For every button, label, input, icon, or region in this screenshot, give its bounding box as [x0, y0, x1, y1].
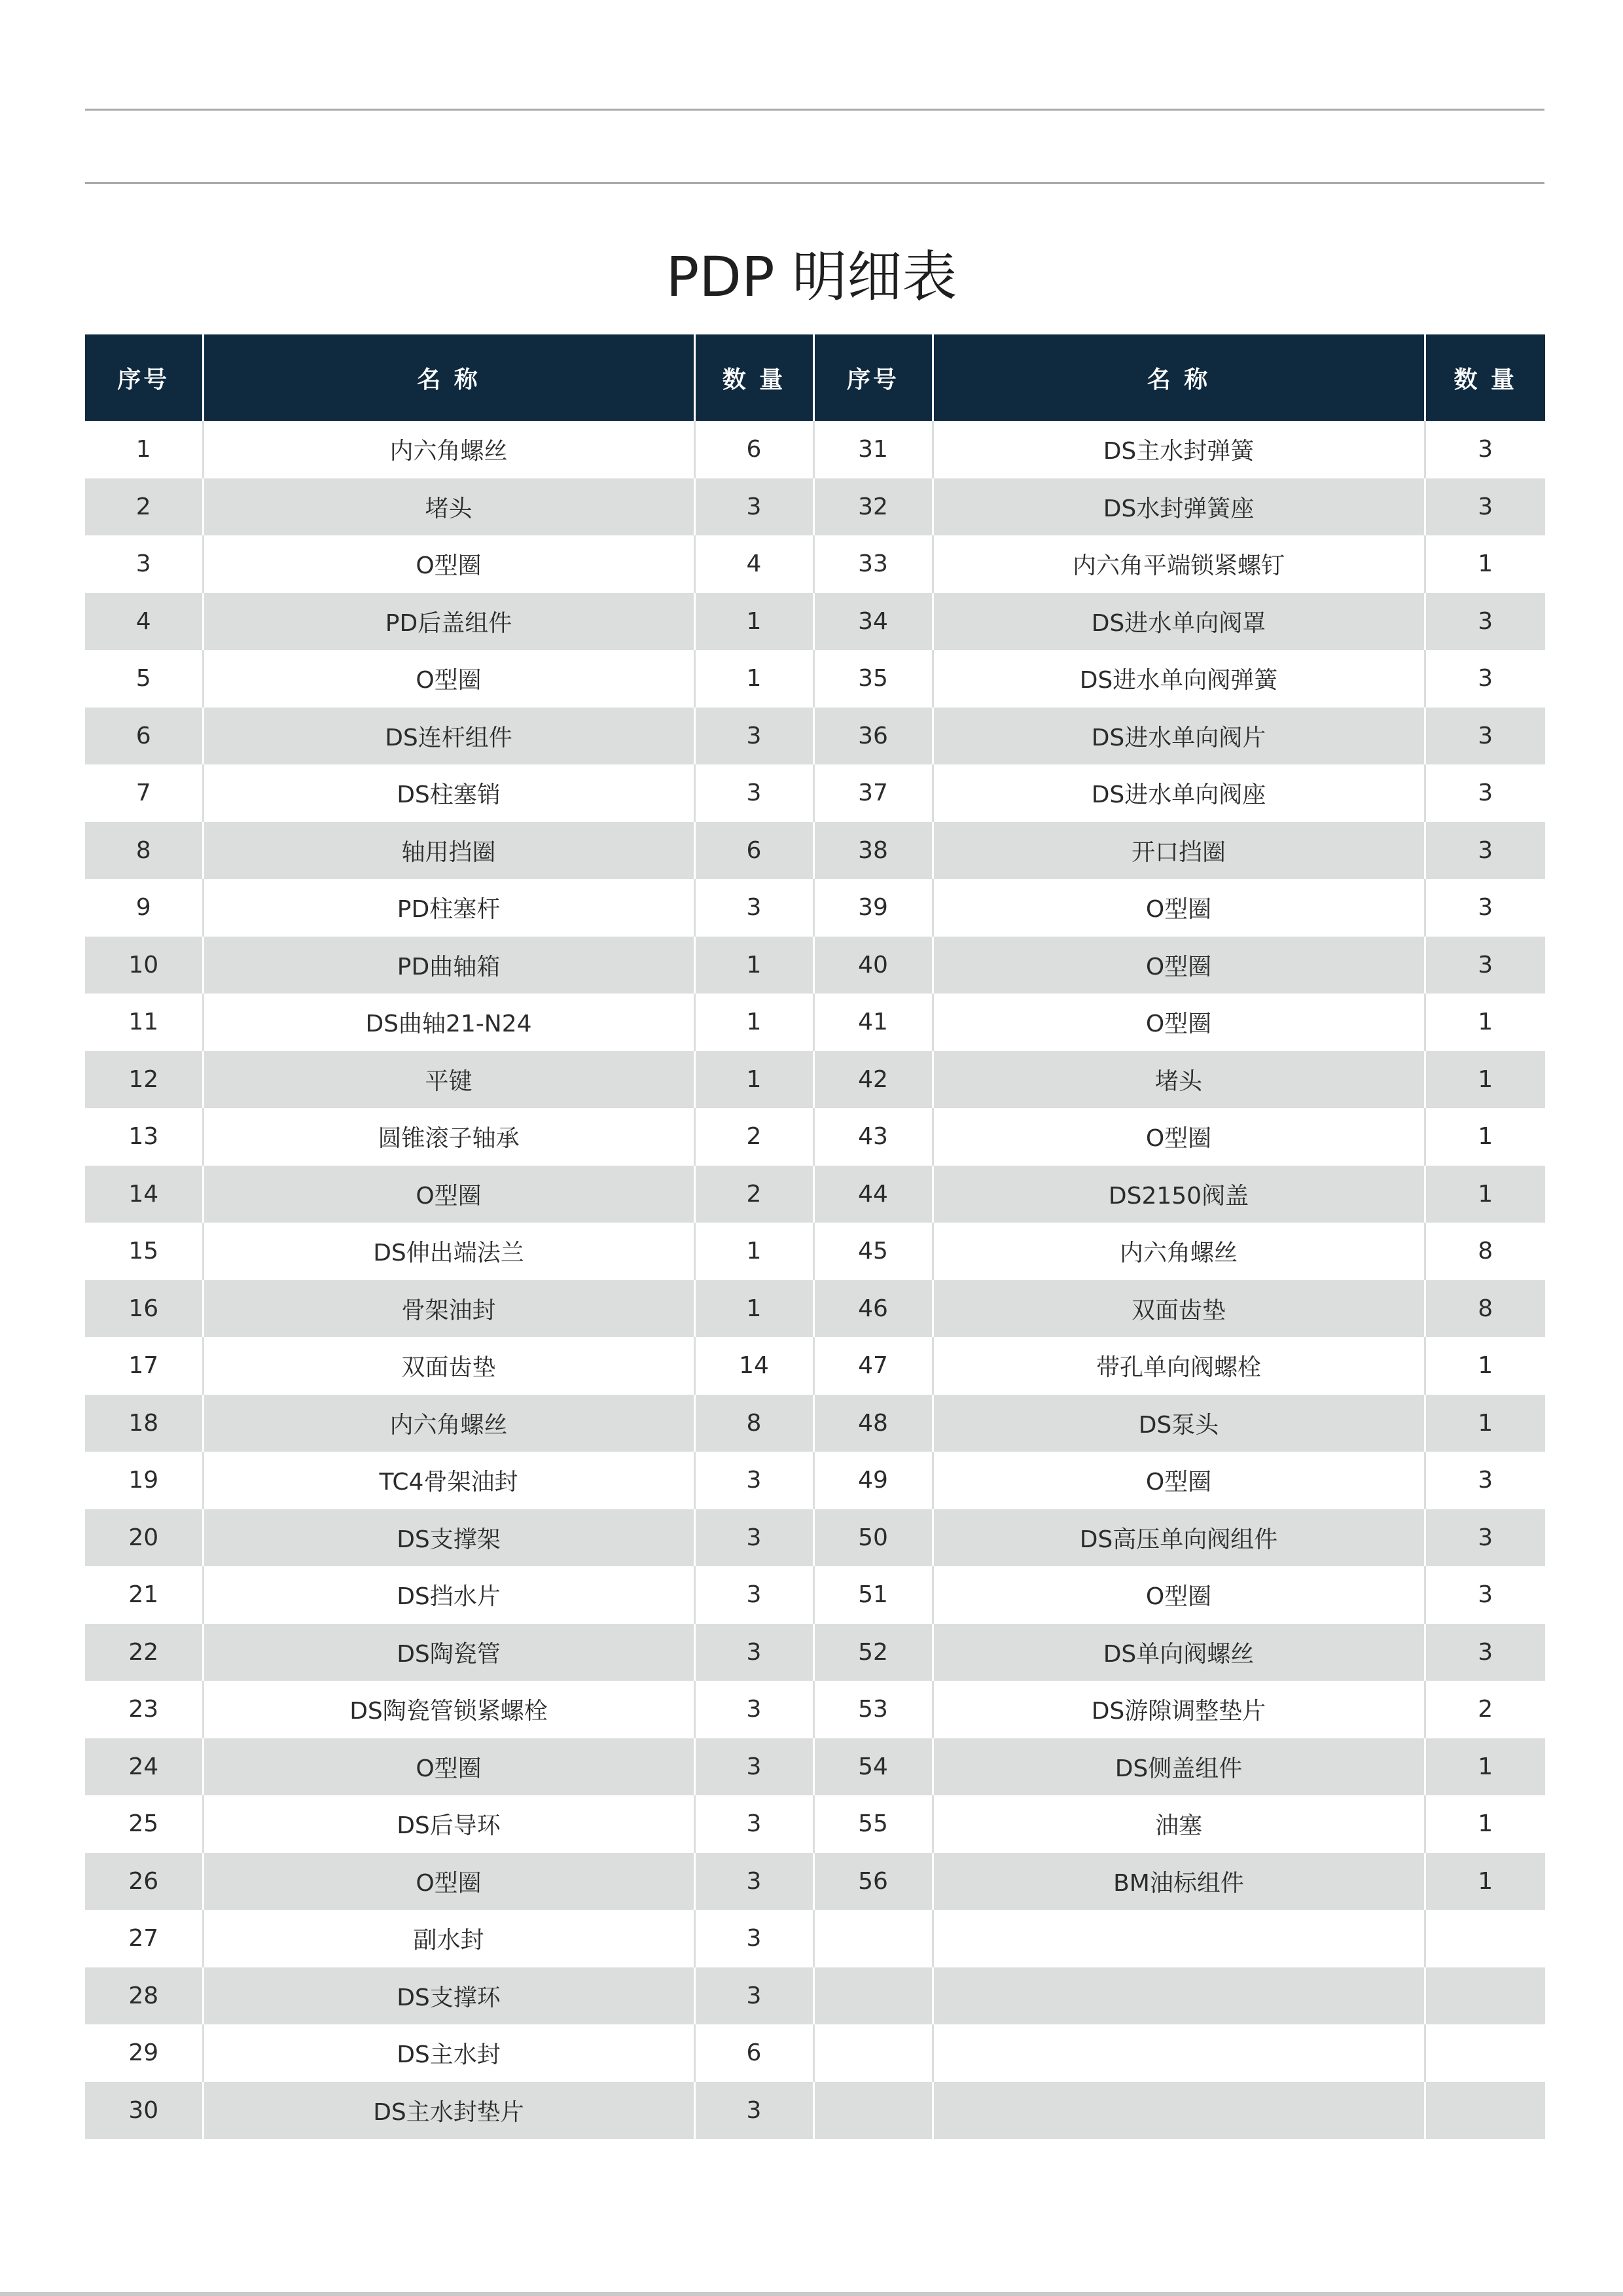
seq-cell-right: 43 — [813, 1108, 933, 1166]
table-row — [85, 2024, 1545, 2082]
qty-cell-left: 3 — [694, 1452, 813, 1509]
table-row — [85, 1395, 1545, 1452]
seq-cell-left: 30 — [85, 2082, 203, 2140]
seq-cell-left: 1 — [85, 421, 203, 478]
name-cell-right: 开口挡圈 — [933, 822, 1425, 880]
qty-cell-right: 3 — [1425, 822, 1545, 880]
table-row — [85, 2082, 1545, 2140]
table-row — [85, 1280, 1545, 1338]
name-cell-left: DS后导环 — [203, 1795, 694, 1853]
name-cell-left: 轴用挡圈 — [203, 822, 694, 880]
name-cell-left: DS伸出端法兰 — [203, 1223, 694, 1280]
qty-cell-left: 1 — [694, 937, 813, 994]
seq-cell-left: 28 — [85, 1967, 203, 2025]
name-cell-left: 内六角螺丝 — [203, 421, 694, 478]
table-row — [85, 1509, 1545, 1567]
seq-cell-right: 40 — [813, 937, 933, 994]
table-row — [85, 650, 1545, 708]
qty-cell-right — [1425, 1910, 1545, 1967]
seq-cell-left: 5 — [85, 650, 203, 708]
seq-cell-right — [813, 1910, 933, 1967]
header-qty-right: 数 量 — [1425, 334, 1545, 421]
header-seq-right: 序号 — [813, 334, 933, 421]
table-row — [85, 937, 1545, 994]
qty-cell-right: 1 — [1425, 1108, 1545, 1166]
seq-cell-right: 52 — [813, 1624, 933, 1681]
seq-cell-right: 55 — [813, 1795, 933, 1853]
name-cell-left: O型圈 — [203, 650, 694, 708]
qty-cell-left: 3 — [694, 1681, 813, 1738]
qty-cell-left: 3 — [694, 1738, 813, 1796]
table-row — [85, 1624, 1545, 1681]
name-cell-left: O型圈 — [203, 1166, 694, 1223]
seq-cell-right: 44 — [813, 1166, 933, 1223]
seq-cell-left: 16 — [85, 1280, 203, 1338]
name-cell-right: 双面齿垫 — [933, 1280, 1425, 1338]
seq-cell-left: 11 — [85, 994, 203, 1051]
name-cell-left: 副水封 — [203, 1910, 694, 1967]
seq-cell-left: 7 — [85, 764, 203, 822]
seq-cell-right: 37 — [813, 764, 933, 822]
seq-cell-left: 17 — [85, 1337, 203, 1395]
seq-cell-right: 41 — [813, 994, 933, 1051]
name-cell-right: 油塞 — [933, 1795, 1425, 1853]
qty-cell-right: 3 — [1425, 1624, 1545, 1681]
qty-cell-left: 1 — [694, 1280, 813, 1338]
qty-cell-right: 8 — [1425, 1223, 1545, 1280]
table-row — [85, 1738, 1545, 1796]
seq-cell-left: 9 — [85, 879, 203, 937]
seq-cell-right: 34 — [813, 593, 933, 651]
qty-cell-left: 3 — [694, 1967, 813, 2025]
qty-cell-left: 1 — [694, 994, 813, 1051]
seq-cell-left: 18 — [85, 1395, 203, 1452]
seq-cell-left: 4 — [85, 593, 203, 651]
qty-cell-left: 6 — [694, 2024, 813, 2082]
table-row — [85, 1108, 1545, 1166]
qty-cell-right: 1 — [1425, 994, 1545, 1051]
qty-cell-right: 1 — [1425, 1395, 1545, 1452]
seq-cell-left: 21 — [85, 1566, 203, 1624]
seq-cell-right: 45 — [813, 1223, 933, 1280]
name-cell-right: DS泵头 — [933, 1395, 1425, 1452]
seq-cell-left: 29 — [85, 2024, 203, 2082]
qty-cell-left: 1 — [694, 1051, 813, 1109]
qty-cell-left: 3 — [694, 708, 813, 765]
name-cell-left: TC4骨架油封 — [203, 1452, 694, 1509]
table-row — [85, 1223, 1545, 1280]
qty-cell-left: 6 — [694, 421, 813, 478]
table-row — [85, 1566, 1545, 1624]
name-cell-right: DS主水封弹簧 — [933, 421, 1425, 478]
seq-cell-left: 15 — [85, 1223, 203, 1280]
table-row — [85, 764, 1545, 822]
qty-cell-left: 2 — [694, 1166, 813, 1223]
qty-cell-left: 1 — [694, 1223, 813, 1280]
seq-cell-right: 32 — [813, 478, 933, 536]
qty-cell-left: 6 — [694, 822, 813, 880]
seq-cell-right: 53 — [813, 1681, 933, 1738]
table-row — [85, 1452, 1545, 1509]
seq-cell-left: 23 — [85, 1681, 203, 1738]
table-row — [85, 1681, 1545, 1738]
seq-cell-left: 12 — [85, 1051, 203, 1109]
name-cell-right: 内六角螺丝 — [933, 1223, 1425, 1280]
table-row — [85, 879, 1545, 937]
seq-cell-left: 26 — [85, 1853, 203, 1910]
qty-cell-right: 1 — [1425, 1795, 1545, 1853]
table-row — [85, 1051, 1545, 1109]
table-row — [85, 1795, 1545, 1853]
qty-cell-right: 3 — [1425, 478, 1545, 536]
name-cell-right: DS游隙调整垫片 — [933, 1681, 1425, 1738]
seq-cell-right: 54 — [813, 1738, 933, 1796]
table-row — [85, 994, 1545, 1051]
second-rule — [85, 182, 1544, 184]
seq-cell-left: 8 — [85, 822, 203, 880]
qty-cell-left: 2 — [694, 1108, 813, 1166]
table-row — [85, 535, 1545, 593]
name-cell-right: DS2150阀盖 — [933, 1166, 1425, 1223]
qty-cell-right — [1425, 2024, 1545, 2082]
name-cell-left: 双面齿垫 — [203, 1337, 694, 1395]
name-cell-right: 带孔单向阀螺栓 — [933, 1337, 1425, 1395]
qty-cell-right: 1 — [1425, 1853, 1545, 1910]
seq-cell-right: 31 — [813, 421, 933, 478]
seq-cell-right: 39 — [813, 879, 933, 937]
top-rule — [85, 109, 1544, 111]
seq-cell-right: 49 — [813, 1452, 933, 1509]
name-cell-left: PD曲轴箱 — [203, 937, 694, 994]
table-row — [85, 1967, 1545, 2025]
seq-cell-right: 35 — [813, 650, 933, 708]
name-cell-left: 堵头 — [203, 478, 694, 536]
qty-cell-right: 3 — [1425, 1509, 1545, 1567]
seq-cell-right — [813, 2082, 933, 2140]
name-cell-right: DS单向阀螺丝 — [933, 1624, 1425, 1681]
name-cell-left: 内六角螺丝 — [203, 1395, 694, 1452]
name-cell-left: PD柱塞杆 — [203, 879, 694, 937]
name-cell-left: DS支撑架 — [203, 1509, 694, 1567]
seq-cell-left: 24 — [85, 1738, 203, 1796]
name-cell-right: 内六角平端锁紧螺钉 — [933, 535, 1425, 593]
seq-cell-left: 22 — [85, 1624, 203, 1681]
qty-cell-right: 3 — [1425, 708, 1545, 765]
qty-cell-left: 3 — [694, 1624, 813, 1681]
seq-cell-right: 48 — [813, 1395, 933, 1452]
header-name-right: 名 称 — [933, 334, 1425, 421]
table-row — [85, 1166, 1545, 1223]
name-cell-right: DS进水单向阀片 — [933, 708, 1425, 765]
table-body — [85, 421, 1545, 2139]
seq-cell-left: 14 — [85, 1166, 203, 1223]
seq-cell-left: 10 — [85, 937, 203, 994]
name-cell-right: O型圈 — [933, 879, 1425, 937]
bottom-rule — [0, 2292, 1623, 2296]
name-cell-right: BM油标组件 — [933, 1853, 1425, 1910]
table-row — [85, 1853, 1545, 1910]
name-cell-left: DS挡水片 — [203, 1566, 694, 1624]
qty-cell-right: 3 — [1425, 879, 1545, 937]
name-cell-right: DS高压单向阀组件 — [933, 1509, 1425, 1567]
name-cell-right — [933, 2082, 1425, 2140]
name-cell-right: O型圈 — [933, 994, 1425, 1051]
seq-cell-right: 51 — [813, 1566, 933, 1624]
seq-cell-right: 47 — [813, 1337, 933, 1395]
qty-cell-left: 3 — [694, 1910, 813, 1967]
seq-cell-right: 38 — [813, 822, 933, 880]
name-cell-left: DS主水封垫片 — [203, 2082, 694, 2140]
name-cell-right: 堵头 — [933, 1051, 1425, 1109]
name-cell-left: DS陶瓷管 — [203, 1624, 694, 1681]
seq-cell-right: 50 — [813, 1509, 933, 1567]
qty-cell-left: 3 — [694, 1509, 813, 1567]
name-cell-left: DS曲轴21-N24 — [203, 994, 694, 1051]
qty-cell-right: 1 — [1425, 1337, 1545, 1395]
qty-cell-right: 3 — [1425, 650, 1545, 708]
qty-cell-left: 3 — [694, 1566, 813, 1624]
seq-cell-right: 42 — [813, 1051, 933, 1109]
header-qty-left: 数 量 — [694, 334, 813, 421]
qty-cell-right: 2 — [1425, 1681, 1545, 1738]
qty-cell-right: 1 — [1425, 1738, 1545, 1796]
name-cell-left: PD后盖组件 — [203, 593, 694, 651]
name-cell-left: DS支撑环 — [203, 1967, 694, 2025]
seq-cell-left: 27 — [85, 1910, 203, 1967]
page-title: PDP 明细表 — [666, 245, 957, 309]
name-cell-right: DS进水单向阀罩 — [933, 593, 1425, 651]
name-cell-left: 平键 — [203, 1051, 694, 1109]
qty-cell-left: 1 — [694, 593, 813, 651]
name-cell-right: O型圈 — [933, 937, 1425, 994]
name-cell-left: O型圈 — [203, 1738, 694, 1796]
name-cell-left: DS主水封 — [203, 2024, 694, 2082]
table-row — [85, 593, 1545, 651]
table-row — [85, 421, 1545, 478]
qty-cell-right: 1 — [1425, 535, 1545, 593]
seq-cell-right: 33 — [813, 535, 933, 593]
table-row — [85, 1337, 1545, 1395]
name-cell-left: 骨架油封 — [203, 1280, 694, 1338]
qty-cell-right: 3 — [1425, 937, 1545, 994]
seq-cell-right: 36 — [813, 708, 933, 765]
seq-cell-left: 6 — [85, 708, 203, 765]
seq-cell-right: 46 — [813, 1280, 933, 1338]
table-row — [85, 1910, 1545, 1967]
name-cell-right: O型圈 — [933, 1108, 1425, 1166]
seq-cell-left: 19 — [85, 1452, 203, 1509]
seq-cell-left: 3 — [85, 535, 203, 593]
parts-table — [85, 334, 1545, 2139]
qty-cell-right — [1425, 2082, 1545, 2140]
qty-cell-left: 4 — [694, 535, 813, 593]
name-cell-left: DS陶瓷管锁紧螺栓 — [203, 1681, 694, 1738]
qty-cell-right: 1 — [1425, 1051, 1545, 1109]
qty-cell-right: 3 — [1425, 1452, 1545, 1509]
name-cell-left: O型圈 — [203, 535, 694, 593]
name-cell-right: DS侧盖组件 — [933, 1738, 1425, 1796]
qty-cell-right: 1 — [1425, 1166, 1545, 1223]
table-row — [85, 822, 1545, 880]
name-cell-left: DS柱塞销 — [203, 764, 694, 822]
qty-cell-left: 3 — [694, 478, 813, 536]
name-cell-right: DS进水单向阀座 — [933, 764, 1425, 822]
name-cell-left: DS连杆组件 — [203, 708, 694, 765]
qty-cell-right — [1425, 1967, 1545, 2025]
name-cell-right: DS进水单向阀弹簧 — [933, 650, 1425, 708]
header-seq-left: 序号 — [85, 334, 203, 421]
table-row — [85, 708, 1545, 765]
qty-cell-left: 3 — [694, 764, 813, 822]
qty-cell-left: 3 — [694, 1795, 813, 1853]
name-cell-right — [933, 1910, 1425, 1967]
table-header-row — [85, 334, 1545, 421]
qty-cell-right: 3 — [1425, 593, 1545, 651]
seq-cell-left: 20 — [85, 1509, 203, 1567]
name-cell-right: DS水封弹簧座 — [933, 478, 1425, 536]
seq-cell-right — [813, 1967, 933, 2025]
qty-cell-left: 8 — [694, 1395, 813, 1452]
name-cell-left: 圆锥滚子轴承 — [203, 1108, 694, 1166]
qty-cell-left: 1 — [694, 650, 813, 708]
qty-cell-right: 3 — [1425, 1566, 1545, 1624]
name-cell-right: O型圈 — [933, 1452, 1425, 1509]
name-cell-right — [933, 2024, 1425, 2082]
seq-cell-left: 13 — [85, 1108, 203, 1166]
qty-cell-right: 8 — [1425, 1280, 1545, 1338]
seq-cell-right: 56 — [813, 1853, 933, 1910]
qty-cell-left: 14 — [694, 1337, 813, 1395]
seq-cell-left: 25 — [85, 1795, 203, 1853]
header-name-left: 名 称 — [203, 334, 694, 421]
qty-cell-left: 3 — [694, 2082, 813, 2140]
name-cell-left: O型圈 — [203, 1853, 694, 1910]
name-cell-right — [933, 1967, 1425, 2025]
qty-cell-right: 3 — [1425, 764, 1545, 822]
qty-cell-right: 3 — [1425, 421, 1545, 478]
qty-cell-left: 3 — [694, 879, 813, 937]
seq-cell-left: 2 — [85, 478, 203, 536]
name-cell-right: O型圈 — [933, 1566, 1425, 1624]
seq-cell-right — [813, 2024, 933, 2082]
qty-cell-left: 3 — [694, 1853, 813, 1910]
table-row — [85, 478, 1545, 536]
